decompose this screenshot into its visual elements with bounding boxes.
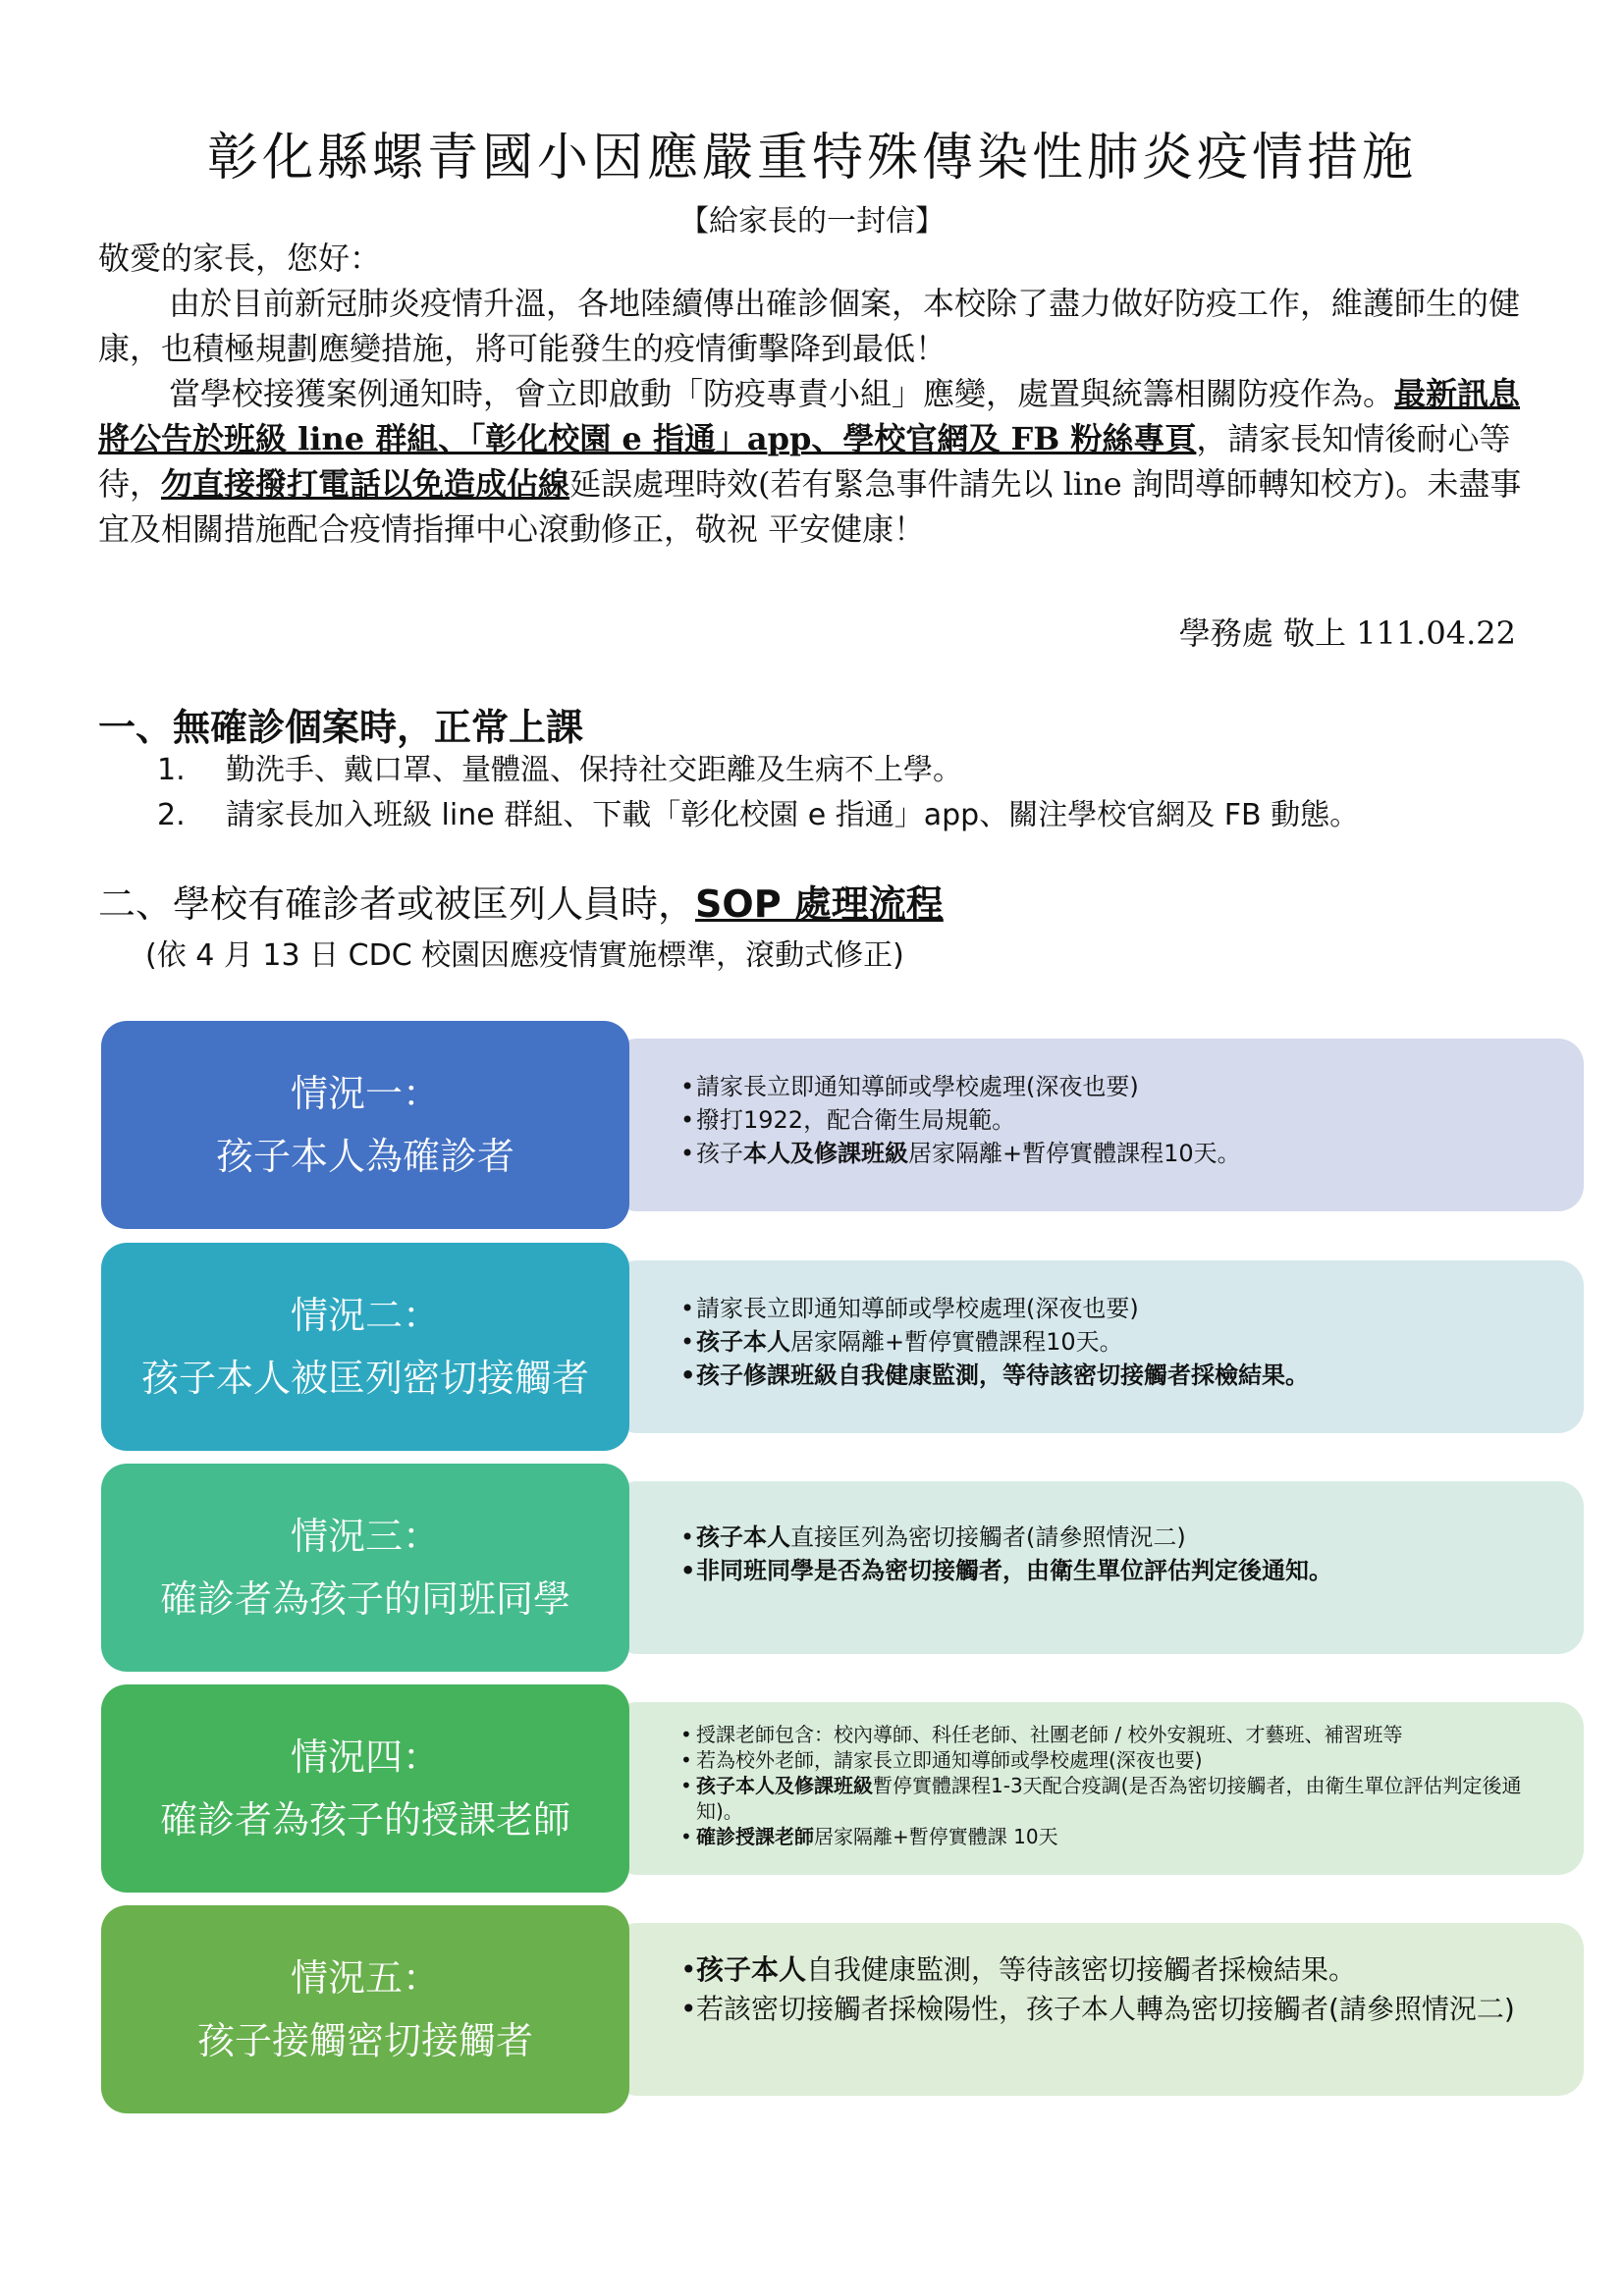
- bullet-text: 居家隔離+暫停實體課程10天。: [908, 1140, 1241, 1167]
- case-bullets: [680, 1292, 1544, 1392]
- letter-p2-no-call: 勿直接撥打電話以免造成佔線: [161, 465, 570, 503]
- case-card-2: [101, 1243, 1574, 1451]
- bullet-emphasis: 孩子本人: [696, 1328, 790, 1356]
- case-label: [101, 1905, 629, 2113]
- case-bullet: [680, 1824, 1544, 1849]
- section-2-title-text: 二、學校有確診者或被匡列人員時，: [98, 882, 696, 926]
- page-subtitle: 【給家長的一封信】: [679, 204, 945, 239]
- case-bullet: • 撥打1922，配合衛生局規範。: [680, 1103, 1544, 1137]
- bullet-text: 暫停實體課程1-3天配合疫調(是否為密切接觸者，由衛生單位評估判定後通知)。: [696, 1774, 1522, 1823]
- case-card-3: [101, 1464, 1574, 1672]
- bullet-emphasis: 確診授課老師: [696, 1825, 814, 1848]
- parent-letter: [98, 236, 1532, 552]
- case-label-text: 孩子本人被匡列密切接觸者: [140, 1357, 589, 1400]
- section-1-title: 一、無確診個案時，正常上課: [98, 706, 584, 749]
- bullet-text: 直接匡列為密切接觸者(請參照情況二): [790, 1523, 1186, 1551]
- case-bullets: [680, 1521, 1544, 1587]
- case-bullet: • 若為校外老師，請家長立即通知導師或學校處理(深夜也要): [680, 1747, 1544, 1773]
- list-number: 1.: [157, 753, 186, 787]
- case-label: [101, 1684, 629, 1893]
- section-2-title: [98, 874, 944, 928]
- case-label: [101, 1243, 629, 1451]
- bullet-text: 自我健康監測，等待該密切接觸者採檢結果。: [806, 1953, 1357, 1986]
- case-label-text: 孩子本人為確診者: [215, 1135, 514, 1178]
- case-label-text: 確診者為孩子的授課老師: [159, 1798, 570, 1842]
- case-bullets: [680, 1070, 1544, 1170]
- case-bullet: [680, 1521, 1544, 1554]
- case-bullet: • 孩子修課班級自我健康監測，等待該密切接觸者採檢結果。: [680, 1359, 1544, 1392]
- case-label-text: 確診者為孩子的同班同學: [159, 1577, 570, 1621]
- case-bullet: • 請家長立即通知導師或學校處理(深夜也要): [680, 1292, 1544, 1325]
- case-label-number: 情況四：: [290, 1735, 440, 1779]
- case-label-number: 情況二：: [290, 1294, 440, 1337]
- case-bullet: • 請家長立即通知導師或學校處理(深夜也要): [680, 1070, 1544, 1103]
- case-bullets: [680, 1950, 1544, 2029]
- section-2-note: (依 4 月 13 日 CDC 校園因應疫情實施標準，滾動式修正): [145, 938, 904, 973]
- list-item: [157, 748, 1359, 793]
- case-label-number: 情況五：: [290, 1956, 440, 2000]
- case-card-4: [101, 1684, 1574, 1893]
- letter-p2-wait: ，請家長知情後耐心等待，: [98, 420, 1511, 503]
- list-text: 請家長加入班級 line 群組、下載「彰化校園 e 指通」app、關注學校官網及 FB 動態。: [226, 798, 1360, 832]
- case-card-5: [101, 1905, 1574, 2113]
- case-bullet: [680, 1950, 1544, 1990]
- case-card-1: [101, 1021, 1574, 1229]
- case-label: [101, 1464, 629, 1672]
- section-1-list: [157, 748, 1359, 838]
- case-bullet: [680, 1325, 1544, 1359]
- bullet-text: 孩子: [696, 1140, 743, 1167]
- list-text: 勤洗手、戴口罩、量體溫、保持社交距離及生病不上學。: [226, 753, 962, 787]
- letter-paragraph-1: 由於目前新冠肺炎疫情升溫，各地陸續傳出確診個案，本校除了盡力做好防疫工作，維護師生的健康，也積極規劃應變措施，將可能發生的疫情衝擊降到最低！: [98, 285, 1521, 367]
- letter-paragraph-2: [98, 371, 1532, 552]
- letter-greeting: 敬愛的家長，您好：: [98, 240, 382, 277]
- bullet-text: 居家隔離+暫停實體課程10天。: [790, 1328, 1123, 1356]
- letter-p2-intro: 當學校接獲案例通知時，會立即啟動「防疫專責小組」應變，處置與統籌相關防疫作為。: [169, 375, 1395, 412]
- list-item: [157, 793, 1359, 838]
- list-number: 2.: [157, 798, 186, 832]
- case-bullet: [680, 1137, 1544, 1170]
- case-bullet: • 非同班同學是否為密切接觸者，由衛生單位評估判定後通知。: [680, 1554, 1544, 1587]
- signature: 學務處 敬上 111.04.22: [1178, 614, 1516, 652]
- section-2-sop: SOP 處理流程: [695, 882, 944, 926]
- case-bullet: • 授課老師包含：校內導師、科任老師、社團老師 / 校外安親班、才藝班、補習班等: [680, 1722, 1544, 1747]
- case-label-number: 情況三：: [290, 1515, 440, 1558]
- letter-p2-closing: 延誤處理時效(若有緊急事件請先以 line 詢問導師轉知校方)。未盡事宜及相關措施配合疫情指揮中心滾動修正，敬祝 平安健康！: [98, 465, 1522, 548]
- bullet-emphasis: 孩子本人及修課班級: [696, 1774, 873, 1797]
- page-title: 彰化縣螺青國小因應嚴重特殊傳染性肺炎疫情措施: [206, 129, 1417, 187]
- case-bullets: [680, 1722, 1544, 1849]
- case-label-text: 孩子接觸密切接觸者: [196, 2019, 533, 2062]
- bullet-text: 居家隔離+暫停實體課 10天: [814, 1825, 1058, 1848]
- letter-p2-channels: 最新訊息將公告於班級 line 群組、「彰化校園 e 指通」app、學校官網及 FB 粉絲專頁: [98, 375, 1521, 457]
- case-label-number: 情況一：: [290, 1072, 440, 1115]
- case-bullet: • 若該密切接觸者採檢陽性，孩子本人轉為密切接觸者(請參照情況二): [680, 1990, 1544, 2029]
- case-label: [101, 1021, 629, 1229]
- bullet-emphasis: 本人及修課班級: [743, 1140, 908, 1167]
- bullet-emphasis: 孩子本人: [696, 1523, 790, 1551]
- case-bullet: [680, 1773, 1544, 1824]
- bullet-emphasis: 孩子本人: [696, 1953, 807, 1986]
